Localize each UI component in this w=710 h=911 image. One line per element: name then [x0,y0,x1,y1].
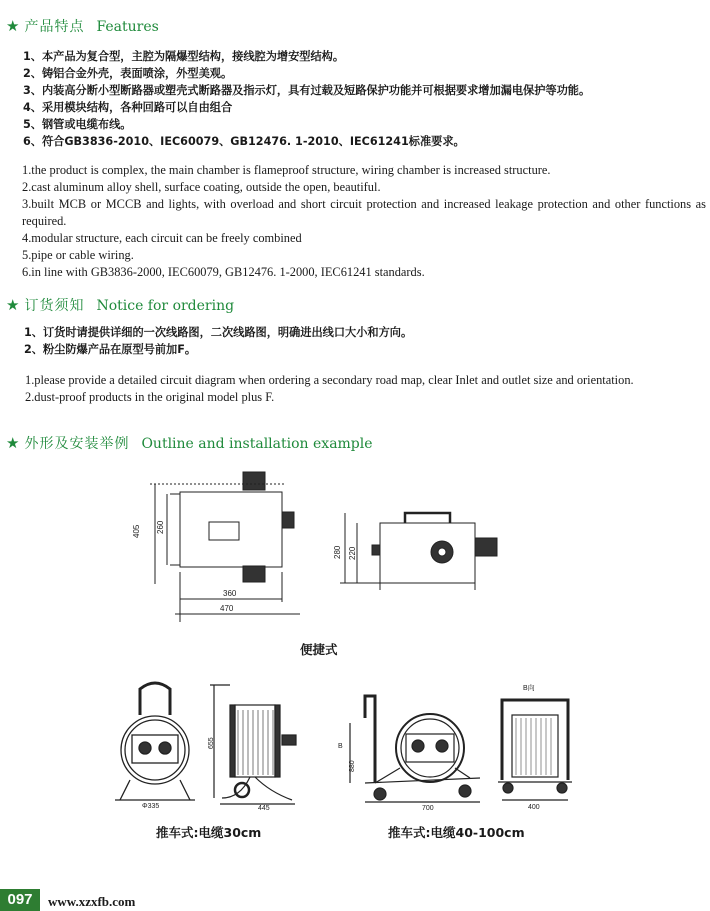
list-item: 2.cast aluminum alloy shell, surface coating, outside the open, beautiful. [22,180,381,194]
dim-220: 220 [348,546,357,560]
cart1-caption: 推车式:电缆30cm [156,825,262,840]
dim-445: 445 [258,805,270,810]
star-icon: ★ [6,434,21,452]
cart2-caption: 推车式:电缆40-100cm [388,825,525,840]
portable-side-drawing [320,505,510,600]
list-item: 4、采用模块结构，各种回路可以自由组合 [23,101,233,114]
list-item: 3.built MCB or MCCB and lights, with overload and short circuit protection and increased leakage protection and other functions as required. [22,197,706,228]
ordering-list-zh [24,324,412,358]
dim-360: 360 [223,589,237,598]
list-item: 6.in line with GB3836-2000, IEC60079, GB12476. 1-2000, IEC61241 standards. [22,265,425,279]
dim-335: Φ335 [142,803,160,810]
features-list-en [22,162,706,281]
dim-B: B [338,743,343,750]
list-item: 1.please provide a detailed circuit diagram when ordering a secondary road map, clear Inlet and outlet size and orientation. [25,373,634,387]
ordering-list-en [25,372,709,406]
dim-280: 280 [333,545,342,559]
list-item: 1.the product is complex, the main chamber is flameproof structure, wiring chamber is increased structure. [22,163,551,177]
list-item: 4.modular structure, each circuit can be freely combined [22,231,302,245]
carry-handle [405,513,450,523]
nameplate [209,522,239,540]
page-number-badge: 097 [0,889,40,911]
gland-top [243,472,265,490]
list-item: 1、订货时请提供详细的一次线路图，二次线路图，明确进出线口大小和方向。 [24,326,413,339]
reel-drum [121,716,189,784]
list-item: 5.pipe or cable wiring. [22,248,134,262]
reel-side [235,705,275,777]
outline-title-zh: 外形及安装举例 [24,436,130,452]
cart-handle [140,683,170,715]
website-url: www.xzxfb.com [48,894,136,909]
gland-bottom [243,566,265,582]
outline-heading [6,433,373,453]
portable-caption: 便捷式 [300,642,338,657]
features-list-zh [23,48,590,150]
cart1-front-drawing [110,675,200,810]
dim-400: 400 [528,804,540,811]
dim-470: 470 [220,604,234,613]
features-heading [6,16,159,36]
gland [475,538,497,556]
enclosure-body [180,492,282,567]
list-item: 6、符合GB3836-2010、IEC60079、GB12476. 1-2010、IEC61241标准要求。 [23,135,465,148]
features-title-en: Features [96,19,159,35]
ordering-title-zh: 订货须知 [24,298,85,314]
list-item: 2、铸铝合金外壳，表面喷涂，外型美观。 [23,67,233,80]
star-icon: ★ [6,296,21,314]
list-item: 2.dust-proof products in the original model plus F. [25,390,275,404]
cart1-side-drawing [200,680,310,810]
dim-260: 260 [156,520,165,534]
cart2-front-drawing [330,688,490,813]
dim-B-direction: B向 [523,685,535,692]
dim-405: 405 [132,524,141,538]
list-item: 5、钢管或电缆布线。 [23,118,132,131]
list-item: 2、粉尘防爆产品在原型号前加F。 [24,343,197,356]
cart2-side-drawing [490,680,580,815]
portable-front-drawing [125,462,310,622]
star-icon: ★ [6,17,21,35]
list-item: 1、本产品为复合型，主腔为隔爆型结构，接线腔为增安型结构。 [23,50,345,63]
enclosure-body [380,523,475,583]
trolley-handle [365,696,375,783]
features-title-zh: 产品特点 [24,19,85,35]
dim-880: 880 [349,760,356,772]
list-item: 3、内装高分断小型断路器或塑壳式断路器及指示灯，具有过载及短路保护功能并可根据要求增加漏电保护等功能。 [23,84,591,97]
dim-700: 700 [422,805,434,812]
dim-655: 655 [208,737,215,749]
ordering-title-en: Notice for ordering [96,298,235,314]
ordering-heading [6,295,234,315]
gland-side [282,512,294,528]
outline-title-en: Outline and installation example [141,436,373,452]
